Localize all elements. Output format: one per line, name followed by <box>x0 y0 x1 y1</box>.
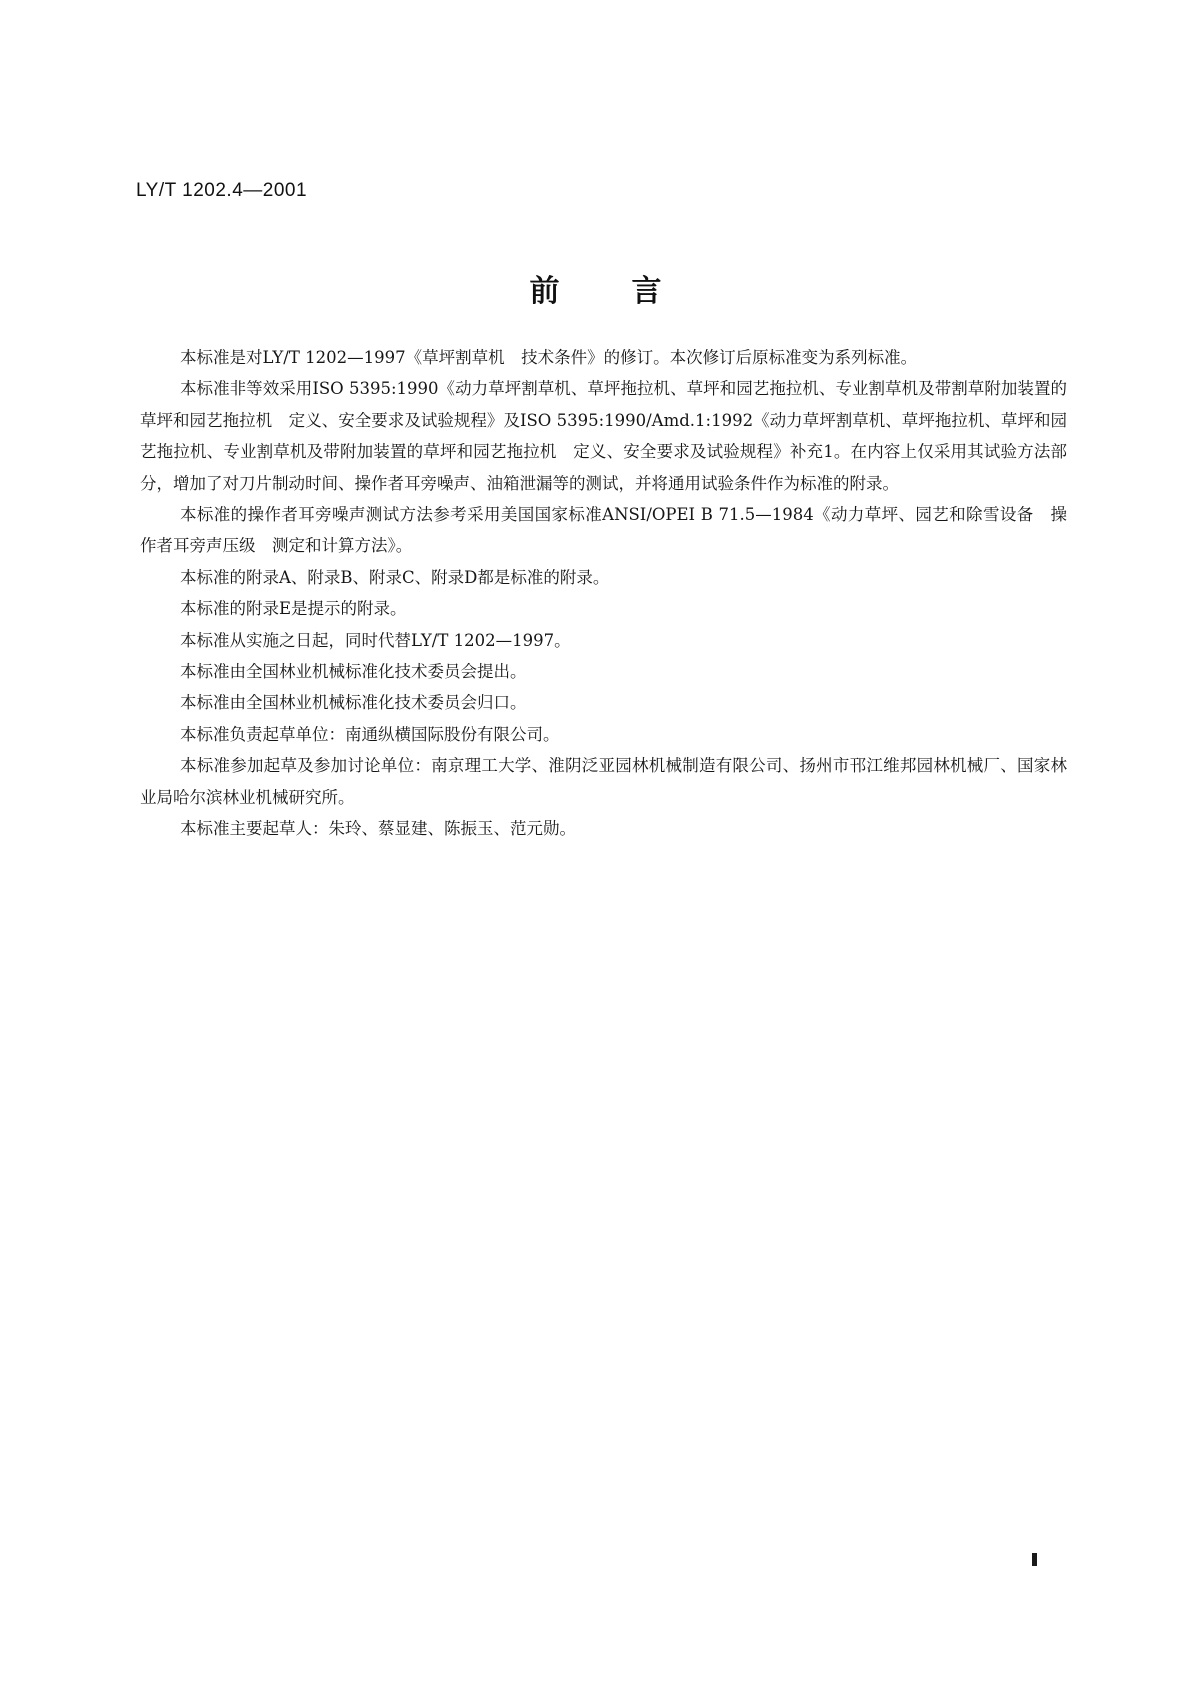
paragraph-iso-adoption: 本标准非等效采用ISO 5395:1990《动力草坪割草机、草坪拖拉机、草坪和园艺拖拉机、专业割草机及带割草附加装置的草坪和园艺拖拉机 定义、安全要求及试验规程》及ISO 5395:1990/Amd.1:1992《动力草坪割草机、草坪拖拉机、草坪和园艺拖拉机、专业割草机及带附加装置的草坪和园艺拖拉机 定义、安全要求及试验规程》补充1。在内容上仅采用其试验方法部分，增加了对刀片制动时间、操作者耳旁噪声、油箱泄漏等的测试，并将通用试验条件作为标准的附录。 <box>140 379 1067 493</box>
page-title: 前言 <box>529 274 734 309</box>
paragraph-proposed-by: 本标准由全国林业机械标准化技术委员会提出。 <box>180 662 527 682</box>
foreword-body <box>140 342 1067 845</box>
paragraph-replacement: 本标准从实施之日起，同时代替LY/T 1202—1997。 <box>180 630 571 650</box>
page-number-marker <box>1032 1553 1037 1566</box>
paragraph-revision-note: 本标准是对LY/T 1202—1997《草坪割草机 技术条件》的修订。本次修订后原标准变为系列标准。 <box>180 348 918 367</box>
paragraph-main-drafters: 本标准主要起草人：朱玲、蔡显建、陈振玉、范元勋。 <box>180 819 576 839</box>
paragraph-informative-annex: 本标准的附录E是提示的附录。 <box>180 599 407 619</box>
paragraph-drafting-unit: 本标准负责起草单位：南通纵横国际股份有限公司。 <box>180 724 560 744</box>
paragraph-normative-annexes: 本标准的附录A、附录B、附录C、附录D都是标准的附录。 <box>180 567 610 587</box>
paragraph-noise-method: 本标准的操作者耳旁噪声测试方法参考采用美国国家标准ANSI/OPEI B 71.5—1984《动力草坪、园艺和除雪设备 操作者耳旁声压级 测定和计算方法》。 <box>140 505 1067 556</box>
standard-number: LY/T 1202.4—2001 <box>136 180 308 201</box>
paragraph-participating-units: 本标准参加起草及参加讨论单位：南京理工大学、淮阴泛亚园林机械制造有限公司、扬州市邗江维邦园林机械厂、国家林业局哈尔滨林业机械研究所。 <box>140 756 1067 807</box>
paragraph-administered-by: 本标准由全国林业机械标准化技术委员会归口。 <box>180 693 527 713</box>
